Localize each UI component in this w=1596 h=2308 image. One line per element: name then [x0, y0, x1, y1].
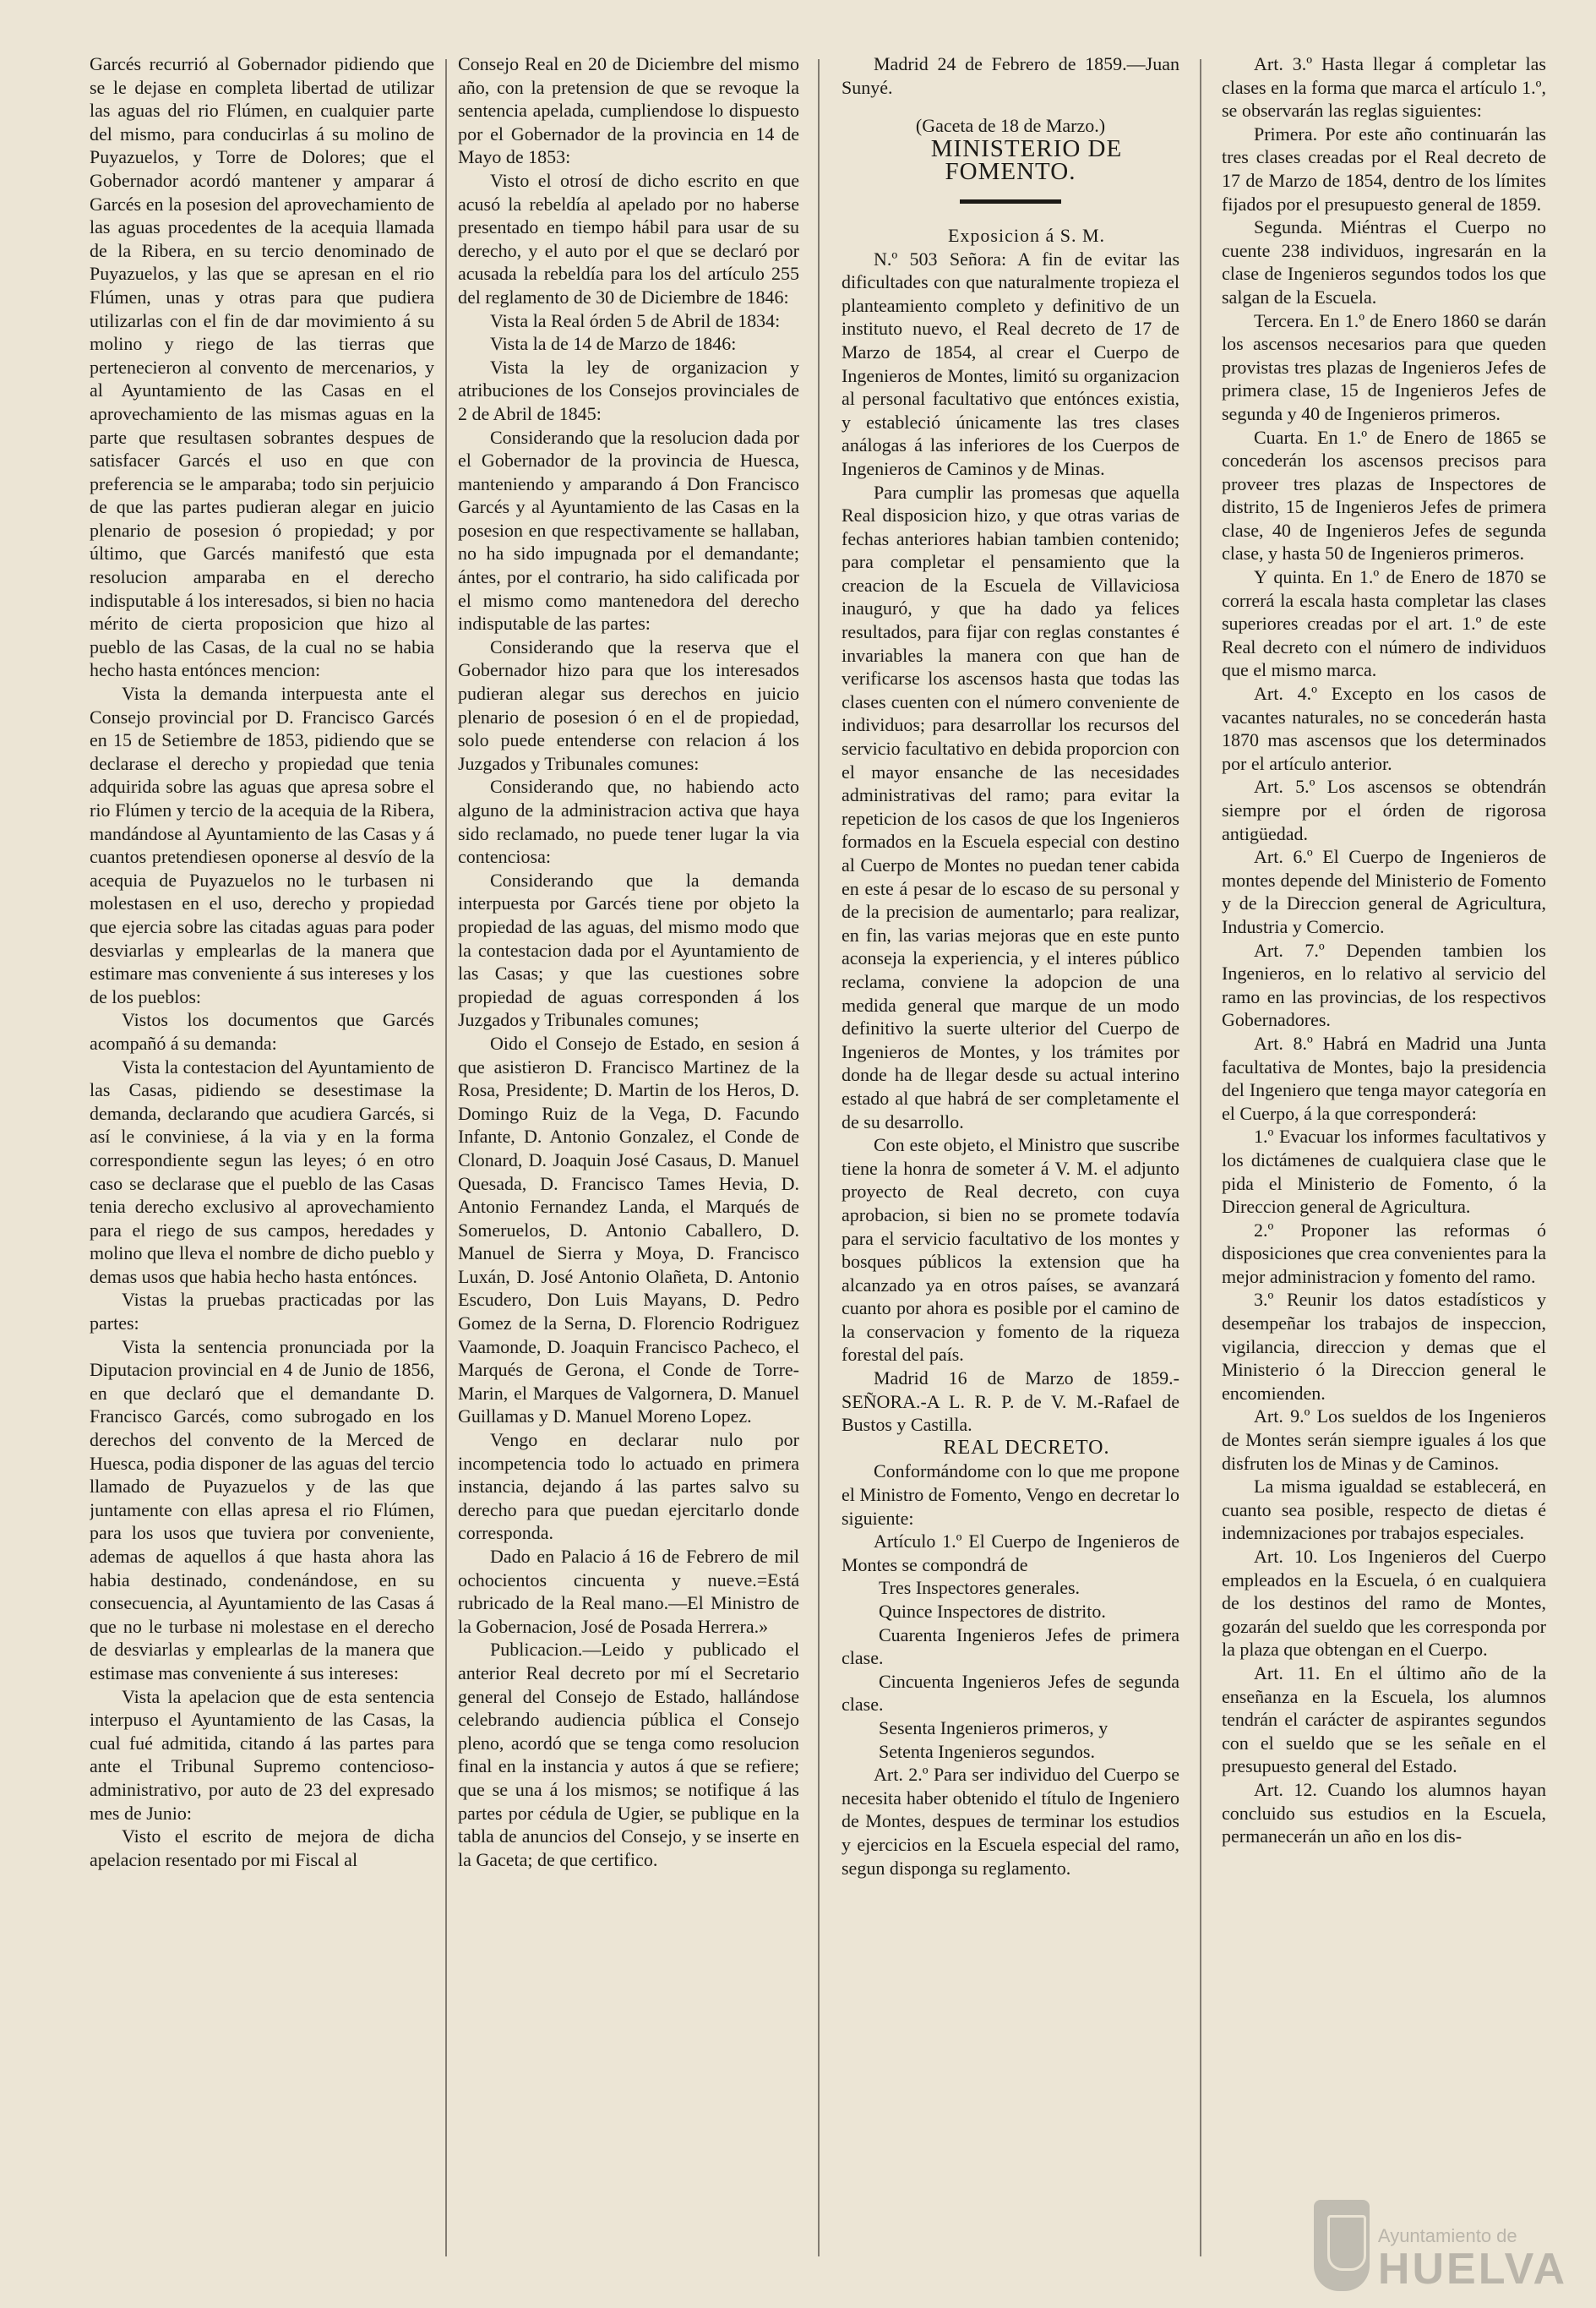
paragraph: Art. 10. Los Ingenieros del Cuerpo empleados en la Escuela, ó en cualquiera de los destinos del ramo de Montes, gozarán del sueldo que les corresponda por la plaza que obtengan en el Cuerpo. [1222, 1546, 1546, 1661]
paragraph: N.º 503 Señora: A fin de evitar las dificultades con que naturalmente tropieza el planteamiento completo y definitivo de un instituto nuevo, el Real decreto de 17 de Marzo de 1854, al crear el Cuerpo de Ingenieros de Montes, limitó su organizacion al personal facultativo que entónces existia, y estableció únicamente las tres clases análogas á las inferiores de los Cuerpos de Ingenieros de Caminos y de Minas. [842, 248, 1179, 479]
paragraph: Y quinta. En 1.º de Enero de 1870 se correrá la escala hasta completar las clases superiores creadas por el art. 1.º de este Real decreto con el número de individuos que el mismo marca. [1222, 566, 1546, 681]
paragraph: Considerando que, no habiendo acto alguno de la administracion activa que haya sido reclamado, no puede tener lugar la via contenciosa: [458, 776, 799, 868]
subheading: Exposicion á S. M. [947, 224, 1106, 246]
paragraph: Vista la sentencia pronunciada por la Diputacion provincial en 4 de Junio de 1856, en que declaró que el demandante D. Francisco Garcés, como subrogado en los derechos del convento de la Merced de Huesca, podia disponer de las aguas del tercio llamado de Puyazuelos y de las que juntamente con ellas apresa el rio Flúmen, para los usos que tuviera por conveniente, ademas de aquellos á que hasta ahora las habia destinado, condenándose, en su consecuencia, al Ayuntamiento de las Casas á que no le turbase ni molestase en el derecho de desviarlas y emplearlas de la manera que estimase mas conveniente á sus intereses: [90, 1335, 434, 1683]
paragraph: 3.º Reunir los datos estadísticos y desempeñar los trabajos de inspeccion, vigilancia, direccion y demas que el Ministerio ó la Direccion general le encomienden. [1222, 1289, 1546, 1404]
list-item: Cincuenta Ingenieros Jefes de segunda clase. [842, 1670, 1179, 1716]
paragraph: Consejo Real en 20 de Diciembre del mismo año, con la pretension de que se revoque la sentencia apelada, cumpliendose lo dispuesto por el Gobernador de la provincia en 14 de Mayo de 1853: [458, 53, 799, 168]
column-rule [445, 59, 447, 2256]
watermark-logo [1314, 2190, 1567, 2294]
paragraph: Cuarta. En 1.º de Enero de 1865 se concederán los ascensos precisos para proveer tres plazas de Inspectores de distrito, 15 de Ingenieros Jefes de primera clase, 40 de Ingenieros Jefes de segunda clase, y hasta 50 de Ingenieros primeros. [1222, 426, 1546, 565]
paragraph: Madrid 16 de Marzo de 1859.-SEÑORA.-A L. R. P. de V. M.-Rafael de Bustos y Castilla. [842, 1367, 1179, 1436]
list-item: Cuarenta Ingenieros Jefes de primera clase. [842, 1623, 1179, 1669]
column-rule [1200, 59, 1201, 2256]
watermark-big: HUELVA [1377, 2245, 1567, 2294]
column-1 [90, 52, 434, 2267]
paragraph: Art. 3.º Hasta llegar á completar las clases en la forma que marca el artículo 1.º, se observarán las reglas siguientes: [1222, 53, 1546, 122]
decree-title: REAL DECRETO. [943, 1436, 1110, 1459]
paragraph: Visto el otrosí de dicho escrito en que acusó la rebeldía al apelado por no haberse presentado en tiempo hábil para usar de su derecho, y el auto por el que se declaró por acusada la rebeldía para los del artículo 255 del reglamento de 30 de Diciembre de 1846: [458, 169, 799, 308]
paragraph: Vista la apelacion que de esta sentencia interpuso el Ayuntamiento de las Casas, la cual fué admitida, citando á las partes para ante el Tribunal Supremo contencioso-administrativo, por auto de 23 del expresado mes de Junio: [90, 1685, 434, 1824]
paragraph: Conformándome con lo que me propone el Ministro de Fomento, Vengo en decretar lo siguiente: [842, 1460, 1179, 1529]
paragraph: Art. 9.º Los sueldos de los Ingenieros de Montes serán siempre iguales á los que disfruten los de Minas y de Caminos. [1222, 1405, 1546, 1474]
gazette-reference: (Gaceta de 18 de Marzo.) [915, 115, 1106, 137]
section-divider [960, 199, 1061, 204]
paragraph: Art. 6.º El Cuerpo de Ingenieros de montes depende del Ministerio de Fomento y de la Direccion general de Agricultura, Industria y Comercio. [1222, 846, 1546, 937]
column-3 [842, 52, 1179, 2267]
paragraph: 1.º Evacuar los informes facultativos y los dictámenes de cualquiera clase que le pida el Ministerio de Fomento, ó la Direccion general de Agricultura. [1222, 1126, 1546, 1218]
list-item: Tres Inspectores generales. [879, 1577, 1081, 1599]
paragraph: Art. 12. Cuando los alumnos hayan concluido sus estudios en la Escuela, permanecerán un año en los dis- [1222, 1778, 1546, 1847]
column-2 [458, 52, 799, 2267]
paragraph: Considerando que la resolucion dada por el Gobernador de la provincia de Huesca, manteniendo y amparando á Don Francisco Garcés y al Ayuntamiento de las Casas en la posesion en que respectivamente se hallaban, no ha sido impugnada por el demandante; ántes, por el contrario, ha sido calificada por el mismo como mantenedora del derecho indisputable de las partes: [458, 426, 799, 635]
watermark-small: Ayuntamiento de [1377, 2225, 1517, 2246]
paragraph: Considerando que la demanda interpuesta por Garcés tiene por objeto la propiedad de las aguas, del mismo modo que la contestacion dada por el Ayuntamiento de las Casas; y que las cuestiones sobre propiedad de aguas corresponden á los Juzgados y Tribunales comunes; [458, 869, 799, 1031]
paragraph: Para cumplir las promesas que aquella Real disposicion hizo, y que otras varias de fechas anteriores habian tambien contenido; para completar el pensamiento que la creacion de la Escuela de Villaviciosa inauguró, y que ha dado ya felices resultados, para fijar con reglas constantes é invariables la manera con que han de verificarse los ascensos hasta que todas las clases cuenten con el número conveniente de individuos; para desarrollar los recursos del servicio facultativo en debida proporcion con el mayor ensanche de las necesidades administrativas del ramo; para evitar la repeticion de los casos de que los Ingenieros formados en la Escuela especial con destino al Cuerpo de Montes no puedan tener cabida en este á pesar de lo escaso de su personal y de la precision de aumentarlo; para realizar, en fin, las varias mejoras que en este punto aconseja la experiencia, y el interes público reclama, conviene la adopcion de una medida general que marque de un modo definitivo la suerte ulterior del Cuerpo de Ingenieros de Montes, y los trámites por donde ha de llegar desde su actual interino estado al que habrá de ser completamente el de su desarrollo. [842, 481, 1179, 1132]
paragraph: Art. 5.º Los ascensos se obtendrán siempre por el órden de rigorosa antigüedad. [1222, 776, 1546, 844]
paragraph: Primera. Por este año continuarán las tres clases creadas por el Real decreto de 17 de Marzo de 1854, dentro de los límites fijados por el presupuesto general de 1859. [1222, 123, 1546, 215]
paragraph: Madrid 24 de Febrero de 1859.—Juan Sunyé. [842, 53, 1179, 98]
paragraph: Vista la demanda interpuesta ante el Consejo provincial por D. Francisco Garcés en 15 de Setiembre de 1853, pidiendo que se declarase el derecho y propiedad que tenia adquirida sobre las aguas que apresa sobre el rio Flúmen y tercio de la acequia de la Ribera, mandándose al Ayuntamiento de las Casas y á cuantos pretendiesen oponerse al desvío de la acequia de Puyazuelos no le turbasen ni molestasen en el uso, derecho y propiedad que ejercia sobre las citadas aguas para poder desviarlas y emplearlas de la manera que estimare mas conveniente á sus intereses y los de los pueblos: [90, 683, 434, 1007]
paragraph: Vistas la pruebas practicadas por las partes: [90, 1289, 434, 1334]
paragraph: Vista la Real órden 5 de Abril de 1834: [490, 309, 781, 331]
paragraph: Art. 8.º Habrá en Madrid una Junta facultativa de Montes, bajo la presidencia del Ingeniero que tenga mayor categoría en el Cuerpo, á la que corresponderá: [1222, 1032, 1546, 1124]
paragraph: Tercera. En 1.º de Enero 1860 se darán los ascensos necesarios para que queden provistas tres plazas de Ingenieros Jefes de primera clase, 15 de Ingenieros Jefes de segunda y 40 de Ingenieros primeros. [1222, 309, 1546, 424]
paragraph: Vengo en declarar nulo por incompetencia todo lo actuado en primera instancia, dejando á las partes salvo su derecho para que puedan ejercitarlo donde corresponda. [458, 1429, 799, 1544]
paragraph: Art. 2.º Para ser individuo del Cuerpo se necesita haber obtenido el título de Ingeniero de Montes, despues de terminar los estudios y ejercicios en la Escuela especial del ramo, segun disponga su reglamento. [842, 1764, 1179, 1879]
paragraph: Vista la ley de organizacion y atribuciones de los Consejos provinciales de 2 de Abril de 1845: [458, 356, 799, 424]
paragraph: Considerando que la reserva que el Gobernador hizo para que los interesados pudieran alegar sus derechos en juicio plenario de posesion ó en el de propiedad, solo puede entenderse con relacion á los Juzgados y Tribunales comunes: [458, 636, 799, 774]
paragraph: Artículo 1.º El Cuerpo de Ingenieros de Montes se compondrá de [842, 1530, 1179, 1575]
list-item: Sesenta Ingenieros primeros, y [879, 1716, 1108, 1738]
paragraph: Vista la de 14 de Marzo de 1846: [490, 333, 737, 355]
paragraph: 2.º Proponer las reformas ó disposiciones que crea convenientes para la mejor administracion y fomento del ramo. [1222, 1219, 1546, 1287]
paragraph: Art. 4.º Excepto en los casos de vacantes naturales, no se concederán hasta 1870 mas ascensos que los determinados por el artículo anterior. [1222, 683, 1546, 774]
paragraph: Art. 7.º Dependen tambien los Ingenieros, en lo relativo al servicio del ramo en las provincias, de los respectivos Gobernadores. [1222, 939, 1546, 1031]
paragraph: Visto el escrito de mejora de dicha apelacion resentado por mi Fiscal al [90, 1825, 434, 1870]
paragraph: Oido el Consejo de Estado, en sesion á que asistieron D. Francisco Martinez de la Rosa, Presidente; D. Martin de los Heros, D. Domingo Ruiz de la Vega, D. Facundo Infante, D. Antonio Gonzalez, el Conde de Clonard, D. Joaquin José Casaus, D. Manuel Quesada, D. Francisco Tames Hevia, D. Antonio Fernandez Landa, el Marqués de Someruelos, D. Antonio Caballero, D. Manuel de Sierra y Moya, D. Francisco Luxán, D. José Antonio Olañeta, D. Antonio Escudero, Don Luis Mayans, D. Pedro Gomez de la Serna, D. Florencio Rodriguez Vaamonde, D. Joaquin Francisco Pacheco, el Marqués de Gerona, el Conde de Torre-Marin, el Marques de Valgornera, D. Manuel Guillamas y D. Manuel Moreno Lopez. [458, 1032, 799, 1427]
city-seal-icon [1314, 2200, 1370, 2291]
paragraph: Vista la contestacion del Ayuntamiento de las Casas, pidiendo se desestimase la demanda, declarando que acudiera Garcés, si así le conviniese, á la via y en la forma correspondiente segun las leyes; ó en otro caso se declarase que el pueblo de las Casas tenia derecho exclusivo al aprovechamiento para el riego de sus campos, heredades y molino que lleva el nombre de dicho pueblo y demas usos que habia hecho hasta entónces. [90, 1056, 434, 1287]
paragraph: Segunda. Miéntras el Cuerpo no cuente 238 individuos, ingresarán en la clase de Ingenieros segundos todos los que salgan de la Escuela. [1222, 216, 1546, 308]
paragraph: Art. 11. En el último año de la enseñanza en la Escuela, los alumnos tendrán el carácter de aspirantes segundos con el sueldo que se les señale en el presupuesto general del Estado. [1222, 1661, 1546, 1777]
paragraph: La misma igualdad se establecerá, en cuanto sea posible, respecto de dietas é indemnizaciones por trabajos especiales. [1222, 1476, 1546, 1544]
section-title: MINISTERIO DE FOMENTO. [930, 134, 1123, 186]
watermark-text [1377, 2225, 1567, 2294]
list-item: Quince Inspectores de distrito. [879, 1601, 1106, 1622]
paragraph: Publicacion.—Leido y publicado el anterior Real decreto por mí el Secretario general del Consejo de Estado, hallándose celebrando audiencia pública el Consejo pleno, acordó que se tenga como resolucion final en la instancia y autos á que se refiere; que se una á los mismos; se notifique á las partes por cédula de Ugier, se publique en la tabla de anuncios del Consejo, y se inserte en la Gaceta; de que certifico. [458, 1639, 799, 1870]
column-4 [1222, 52, 1546, 2267]
list-item: Setenta Ingenieros segundos. [879, 1740, 1095, 1762]
column-rule [818, 59, 820, 2256]
paragraph: Vistos los documentos que Garcés acompañó á su demanda: [90, 1009, 434, 1054]
paragraph: Dado en Palacio á 16 de Febrero de mil ochocientos cincuenta y nueve.=Está rubricado de la Real mano.—El Ministro de la Gobernacion, José de Posada Herrera.» [458, 1546, 799, 1637]
paragraph: Con este objeto, el Ministro que suscribe tiene la honra de someter á V. M. el adjunto proyecto de Real decreto, con cuya aprobacion, si bien no se promete todavía para el servicio facultativo de los montes y bosques públicos la extension que ha alcanzado ya en otros países, se avanzará cuanto por ahora es posible por el camino de la conservacion y fomento de la riqueza forestal del país. [842, 1134, 1179, 1366]
paragraph: Garcés recurrió al Gobernador pidiendo que se le dejase en completa libertad de utilizar las aguas del rio Flúmen, en cualquier parte del mismo, para conducirlas á su molino de Puyazuelos, y Torre de Dolores; que el Gobernador acordó mantener y amparar á Garcés en la posesion del aprovechamiento de las aguas procedentes de la acequia llamada de la Ribera, en su tercio denominado de Puyazuelos, y las que se apresan en el rio Flúmen, unas y otras para que pudiera utilizarlas con el fin de dar movimiento á su molino y riego de las tierras que pertenecieron al convento de mercenarios, y al Ayuntamiento de las Casas en el aprovechamiento de las mismas aguas en la parte que resultasen sobrantes despues de satisfacer Garcés el uso en que con preferencia se le amparaba; todo sin perjuicio de que las partes pudieran alegar en juicio plenario de posesion ó propiedad; y por último, que Garcés manifestó que esta resolucion amparaba en el derecho indisputable á los interesados, si bien no hacia mérito de cierta proposicion que hizo al pueblo de las Casas, de la cual no se habia hecho hasta entónces mencion: [90, 53, 434, 681]
